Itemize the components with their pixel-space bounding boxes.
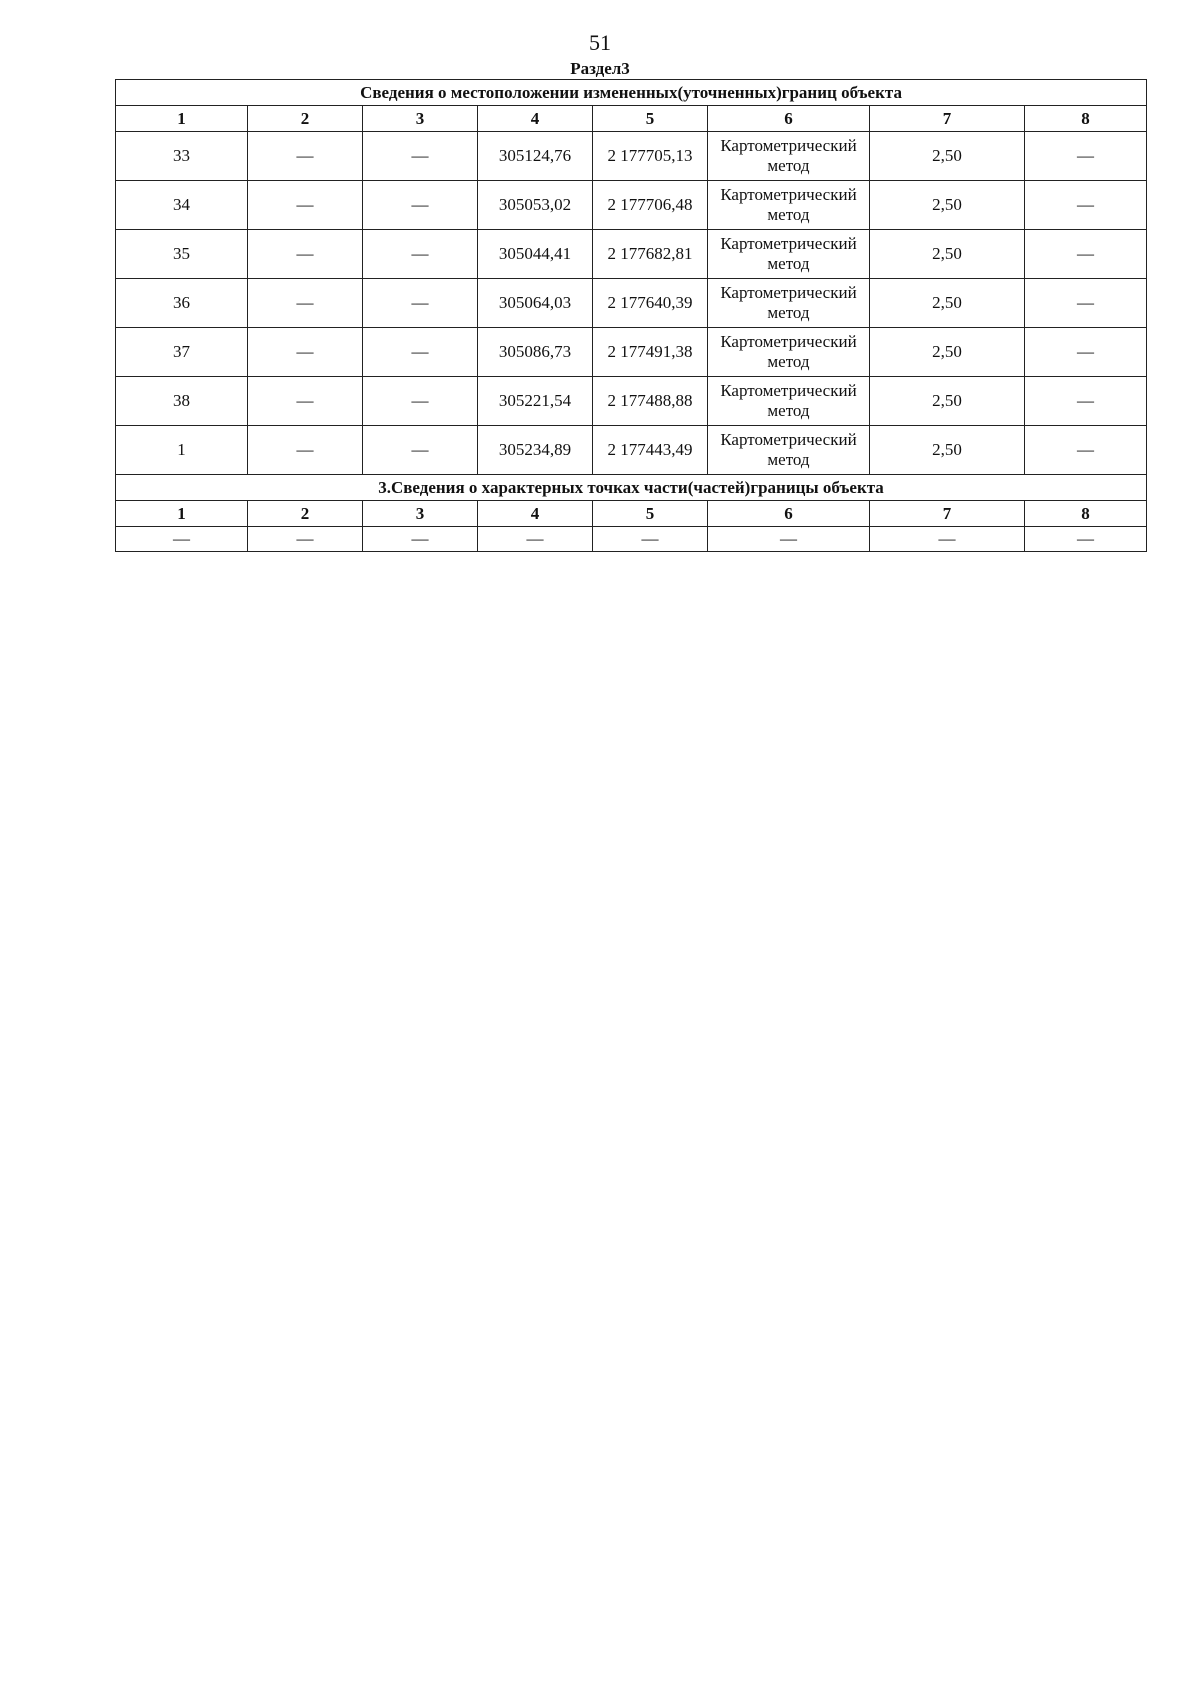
coord-x: 305086,73 bbox=[478, 328, 593, 377]
cell-col3: — bbox=[363, 377, 478, 426]
table2-header-cell: 2 bbox=[248, 501, 363, 527]
cell-col2: — bbox=[248, 377, 363, 426]
accuracy: 2,50 bbox=[870, 132, 1025, 181]
table-row bbox=[116, 426, 1147, 475]
accuracy: 2,50 bbox=[870, 279, 1025, 328]
section-title: Раздел3 bbox=[570, 59, 630, 78]
coord-x: 305053,02 bbox=[478, 181, 593, 230]
coord-y: 2 177443,49 bbox=[593, 426, 708, 475]
cell-col8: — bbox=[1025, 377, 1147, 426]
page-number: 51 bbox=[589, 30, 611, 55]
table1-header-cell: 1 bbox=[116, 106, 248, 132]
table2-header-cell: 4 bbox=[478, 501, 593, 527]
accuracy: 2,50 bbox=[870, 181, 1025, 230]
accuracy: — bbox=[870, 527, 1025, 552]
point-number: 1 bbox=[116, 426, 248, 475]
table1-header-cell: 6 bbox=[708, 106, 870, 132]
table2-header-cell: 8 bbox=[1025, 501, 1147, 527]
coord-x: 305221,54 bbox=[478, 377, 593, 426]
method: Картометрический метод bbox=[708, 132, 870, 181]
cell-col8: — bbox=[1025, 279, 1147, 328]
coord-x: 305124,76 bbox=[478, 132, 593, 181]
table2-header-cell: 7 bbox=[870, 501, 1025, 527]
cell-col2: — bbox=[248, 328, 363, 377]
accuracy: 2,50 bbox=[870, 328, 1025, 377]
coord-y: 2 177491,38 bbox=[593, 328, 708, 377]
method: Картометрический метод bbox=[708, 328, 870, 377]
table1-header-cell: 2 bbox=[248, 106, 363, 132]
method: Картометрический метод bbox=[708, 181, 870, 230]
cell-col3: — bbox=[363, 230, 478, 279]
cell-col3: — bbox=[363, 279, 478, 328]
cell-col2: — bbox=[248, 527, 363, 552]
coord-y: 2 177682,81 bbox=[593, 230, 708, 279]
cell-col2: — bbox=[248, 279, 363, 328]
table2-caption: 3.Сведения о характерных точках части(частей)границы объекта bbox=[116, 475, 1147, 501]
table-row bbox=[116, 527, 1147, 552]
table2-header-cell: 6 bbox=[708, 501, 870, 527]
coord-y: 2 177706,48 bbox=[593, 181, 708, 230]
table1-header-cell: 8 bbox=[1025, 106, 1147, 132]
accuracy: 2,50 bbox=[870, 230, 1025, 279]
coord-y: — bbox=[593, 527, 708, 552]
table1-caption: Сведения о местоположении измененных(уточненных)границ объекта bbox=[116, 80, 1147, 106]
accuracy: 2,50 bbox=[870, 377, 1025, 426]
method: Картометрический метод bbox=[708, 230, 870, 279]
cell-col8: — bbox=[1025, 181, 1147, 230]
table-row bbox=[116, 377, 1147, 426]
table-body bbox=[116, 80, 1147, 552]
cell-col8: — bbox=[1025, 132, 1147, 181]
cell-col8: — bbox=[1025, 527, 1147, 552]
cell-col8: — bbox=[1025, 426, 1147, 475]
table-row bbox=[116, 279, 1147, 328]
cell-col3: — bbox=[363, 527, 478, 552]
table-row bbox=[116, 230, 1147, 279]
point-number: 36 bbox=[116, 279, 248, 328]
coord-y: 2 177488,88 bbox=[593, 377, 708, 426]
coord-y: 2 177640,39 bbox=[593, 279, 708, 328]
point-number: 38 bbox=[116, 377, 248, 426]
point-number: — bbox=[116, 527, 248, 552]
coord-x: 305044,41 bbox=[478, 230, 593, 279]
cell-col8: — bbox=[1025, 328, 1147, 377]
table1-header-row bbox=[116, 106, 1147, 132]
table-row bbox=[116, 181, 1147, 230]
table2-header-cell: 1 bbox=[116, 501, 248, 527]
cell-col2: — bbox=[248, 132, 363, 181]
boundary-table bbox=[115, 79, 1147, 552]
point-number: 34 bbox=[116, 181, 248, 230]
table2-header-cell: 5 bbox=[593, 501, 708, 527]
cell-col2: — bbox=[248, 181, 363, 230]
table-row bbox=[116, 132, 1147, 181]
coord-y: 2 177705,13 bbox=[593, 132, 708, 181]
table1-caption-row bbox=[116, 80, 1147, 106]
table1-header-cell: 5 bbox=[593, 106, 708, 132]
cell-col3: — bbox=[363, 426, 478, 475]
cell-col3: — bbox=[363, 328, 478, 377]
coord-x: 305064,03 bbox=[478, 279, 593, 328]
accuracy: 2,50 bbox=[870, 426, 1025, 475]
table1-header-cell: 3 bbox=[363, 106, 478, 132]
table1-header-cell: 7 bbox=[870, 106, 1025, 132]
point-number: 33 bbox=[116, 132, 248, 181]
table2-header-cell: 3 bbox=[363, 501, 478, 527]
method: Картометрический метод bbox=[708, 426, 870, 475]
method: Картометрический метод bbox=[708, 279, 870, 328]
cell-col2: — bbox=[248, 426, 363, 475]
coord-x: — bbox=[478, 527, 593, 552]
cell-col3: — bbox=[363, 132, 478, 181]
cell-col8: — bbox=[1025, 230, 1147, 279]
table2-header-row bbox=[116, 501, 1147, 527]
coord-x: 305234,89 bbox=[478, 426, 593, 475]
point-number: 37 bbox=[116, 328, 248, 377]
table2-caption-row bbox=[116, 475, 1147, 501]
table-row bbox=[116, 328, 1147, 377]
point-number: 35 bbox=[116, 230, 248, 279]
table1-header-cell: 4 bbox=[478, 106, 593, 132]
method: — bbox=[708, 527, 870, 552]
cell-col3: — bbox=[363, 181, 478, 230]
method: Картометрический метод bbox=[708, 377, 870, 426]
cell-col2: — bbox=[248, 230, 363, 279]
